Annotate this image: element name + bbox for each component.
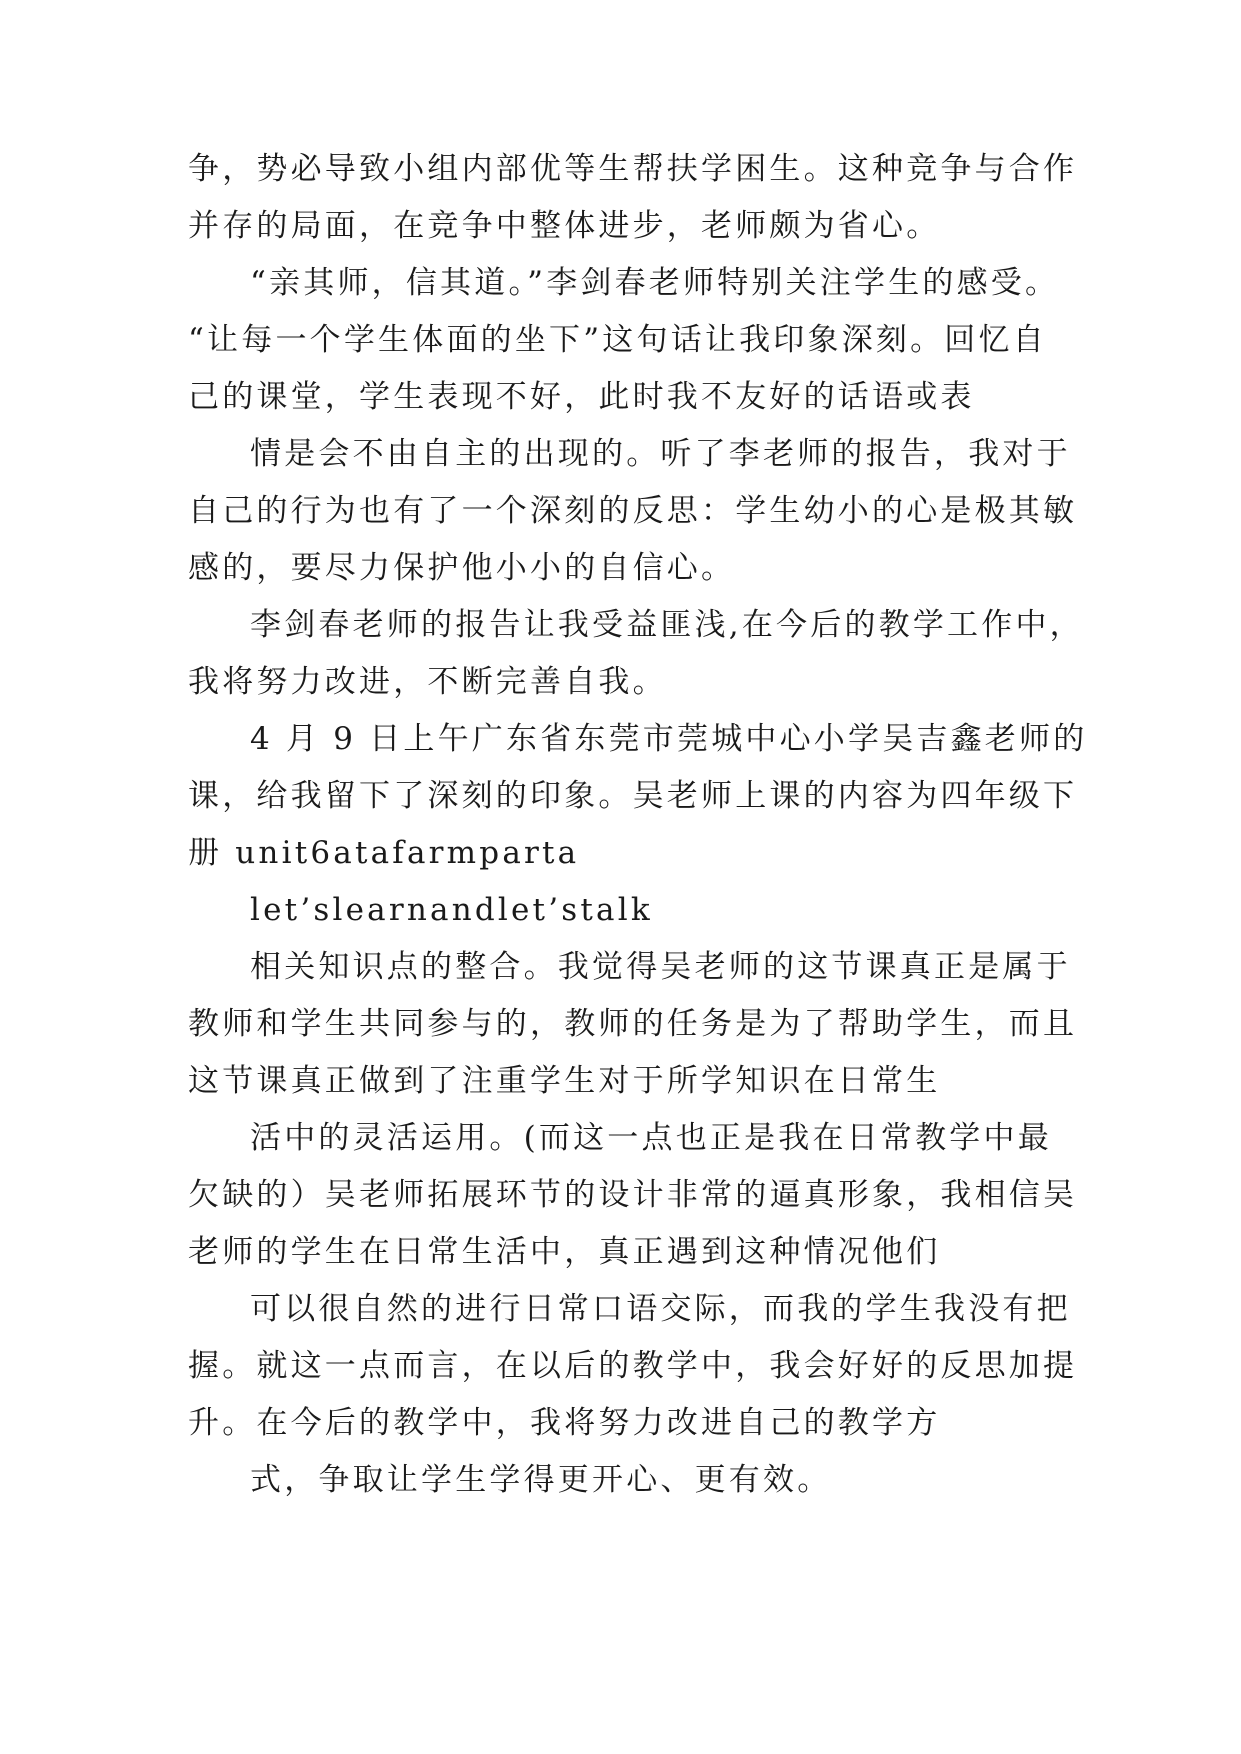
text-line: 4 月 9 日上午广东省东莞市莞城中心小学吴吉鑫老师的	[250, 721, 1088, 757]
text-line: 老师的学生在日常生活中，真正遇到这种情况他们	[188, 1234, 941, 1270]
text-line: 我将努力改进，不断完善自我。	[188, 664, 667, 700]
text-line: 情是会不由自主的出现的。听了李老师的报告，我对于	[250, 436, 1071, 472]
text-line: 争，势必导致小组内部优等生帮扶学困生。这种竞争与合作	[188, 151, 1078, 187]
text-line: 升。在今后的教学中，我将努力改进自己的教学方	[188, 1405, 941, 1441]
text-line: “让每一个学生体面的坐下”这句话让我印象深刻。回忆自	[188, 322, 1047, 358]
text-line: 自己的行为也有了一个深刻的反思：学生幼小的心是极其敏	[188, 493, 1078, 529]
text-line: 册 unit6atafarmparta	[188, 835, 580, 871]
text-line: 己的课堂，学生表现不好，此时我不友好的话语或表	[188, 379, 975, 415]
text-line: 相关知识点的整合。我觉得吴老师的这节课真正是属于	[250, 949, 1071, 985]
text-line: 活中的灵活运用。(而这一点也正是我在日常教学中最	[250, 1120, 1052, 1156]
text-line: 教师和学生共同参与的，教师的任务是为了帮助学生，而且	[188, 1006, 1078, 1042]
text-line: 这节课真正做到了注重学生对于所学知识在日常生	[188, 1063, 941, 1099]
text-line: 式，争取让学生学得更开心、更有效。	[250, 1462, 832, 1498]
text-line: 课，给我留下了深刻的印象。吴老师上课的内容为四年级下	[188, 778, 1078, 814]
text-line: 握。就这一点而言，在以后的教学中，我会好好的反思加提	[188, 1348, 1078, 1384]
text-line: 并存的局面，在竞争中整体进步，老师颇为省心。	[188, 208, 941, 244]
text-line: let’slearnandlet’stalk	[250, 892, 653, 928]
text-line: 可以很自然的进行日常口语交际，而我的学生我没有把	[250, 1291, 1071, 1327]
text-line: 李剑春老师的报告让我受益匪浅,在今后的教学工作中，	[250, 607, 1084, 643]
text-line: “亲其师，信其道。”李剑春老师特别关注学生的感受。	[250, 265, 1060, 301]
text-line: 欠缺的）吴老师拓展环节的设计非常的逼真形象，我相信吴	[188, 1177, 1078, 1213]
text-line: 感的，要尽力保护他小小的自信心。	[188, 550, 736, 586]
